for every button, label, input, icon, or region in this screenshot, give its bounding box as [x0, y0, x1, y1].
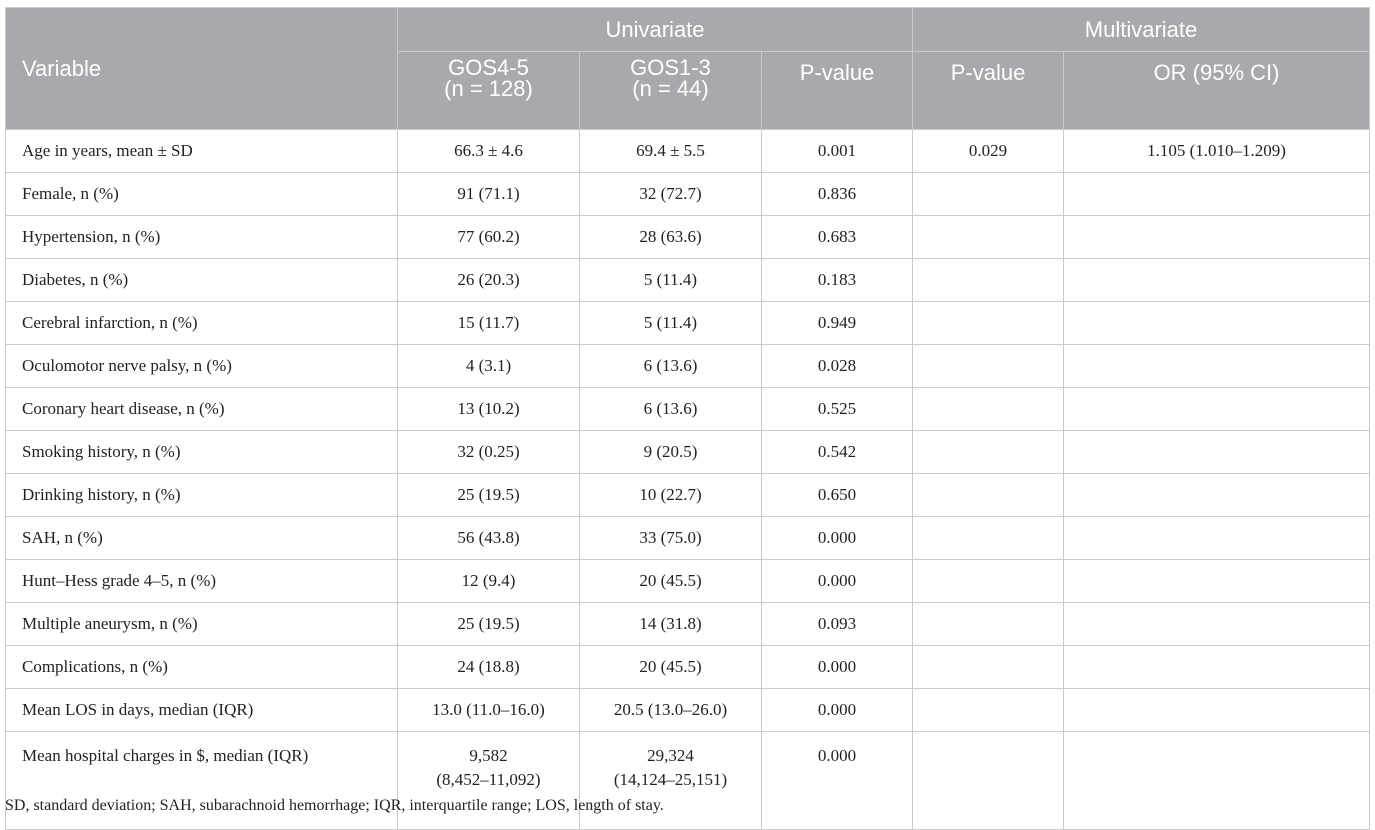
gos45-cell: 13 (10.2) — [398, 388, 580, 431]
multi-p-value-cell — [913, 259, 1064, 302]
header-row-groups — [6, 8, 1370, 52]
multi-p-value-cell — [913, 173, 1064, 216]
table-row — [6, 689, 1370, 732]
gos45-header — [398, 52, 580, 130]
gos45-range: (8,452–11,092) — [436, 770, 541, 789]
row-label: Multiple aneurysm, n (%) — [6, 603, 398, 646]
multi-p-value-cell — [913, 216, 1064, 259]
p-value-cell: 0.000 — [762, 560, 913, 603]
gos45-cell: 91 (71.1) — [398, 173, 580, 216]
row-label: Mean LOS in days, median (IQR) — [6, 689, 398, 732]
gos45-cell: 32 (0.25) — [398, 431, 580, 474]
p-value-cell: 0.836 — [762, 173, 913, 216]
or-ci-cell — [1064, 646, 1370, 689]
row-label: Oculomotor nerve palsy, n (%) — [6, 345, 398, 388]
gos45-cell: 25 (19.5) — [398, 603, 580, 646]
univariate-header: Univariate — [398, 8, 913, 52]
row-label: Diabetes, n (%) — [6, 259, 398, 302]
p-value-cell: 0.001 — [762, 130, 913, 173]
or-ci-cell — [1064, 388, 1370, 431]
table-row — [6, 517, 1370, 560]
gos13-cell: 69.4 ± 5.5 — [580, 130, 762, 173]
multi-p-value-cell — [913, 732, 1064, 830]
gos13-cell: 10 (22.7) — [580, 474, 762, 517]
table-row — [6, 259, 1370, 302]
table-footnote: SD, standard deviation; SAH, subarachnoid hemorrhage; IQR, interquartile range; LOS, length of stay. — [5, 797, 664, 814]
p-value-cell: 0.028 — [762, 345, 913, 388]
multi-p-value-cell — [913, 689, 1064, 732]
row-label: Mean hospital charges in $, median (IQR) — [6, 732, 398, 830]
or-ci-cell — [1064, 689, 1370, 732]
p-value-cell: 0.949 — [762, 302, 913, 345]
row-label: Hypertension, n (%) — [6, 216, 398, 259]
multivariate-header: Multivariate — [913, 8, 1370, 52]
table-row — [6, 474, 1370, 517]
multi-p-value-cell — [913, 474, 1064, 517]
gos13-cell: 20.5 (13.0–26.0) — [580, 689, 762, 732]
table-row — [6, 302, 1370, 345]
or-ci-header: OR (95% CI) — [1064, 52, 1370, 130]
multi-p-value-header: P-value — [913, 52, 1064, 130]
row-label: Complications, n (%) — [6, 646, 398, 689]
gos13-cell: 28 (63.6) — [580, 216, 762, 259]
multi-p-value-cell — [913, 560, 1064, 603]
p-value-cell: 0.683 — [762, 216, 913, 259]
gos13-cell: 20 (45.5) — [580, 646, 762, 689]
or-ci-cell: 1.105 (1.010–1.209) — [1064, 130, 1370, 173]
gos13-cell: 6 (13.6) — [580, 345, 762, 388]
or-ci-cell — [1064, 173, 1370, 216]
gos13-cell: 20 (45.5) — [580, 560, 762, 603]
or-ci-cell — [1064, 517, 1370, 560]
gos13-header-label: GOS1-3 — [630, 55, 711, 80]
or-ci-cell — [1064, 603, 1370, 646]
table-row — [6, 216, 1370, 259]
gos13-cell: 9 (20.5) — [580, 431, 762, 474]
table-row — [6, 560, 1370, 603]
gos13-cell: 33 (75.0) — [580, 517, 762, 560]
or-ci-cell — [1064, 732, 1370, 830]
p-value-cell: 0.000 — [762, 732, 913, 830]
p-value-cell: 0.542 — [762, 431, 913, 474]
gos45-cell: 13.0 (11.0–16.0) — [398, 689, 580, 732]
or-ci-cell — [1064, 216, 1370, 259]
row-label: Female, n (%) — [6, 173, 398, 216]
row-label: Cerebral infarction, n (%) — [6, 302, 398, 345]
multi-p-value-cell — [913, 646, 1064, 689]
gos45-value: 9,582 — [469, 746, 508, 765]
gos45-header-n: (n = 128) — [444, 76, 533, 101]
gos45-cell: 12 (9.4) — [398, 560, 580, 603]
or-ci-cell — [1064, 259, 1370, 302]
multi-p-value-cell — [913, 603, 1064, 646]
gos13-header-n: (n = 44) — [632, 76, 709, 101]
gos13-cell: 5 (11.4) — [580, 302, 762, 345]
gos45-cell: 25 (19.5) — [398, 474, 580, 517]
gos13-cell: 32 (72.7) — [580, 173, 762, 216]
row-label: Smoking history, n (%) — [6, 431, 398, 474]
or-ci-cell — [1064, 302, 1370, 345]
table-row — [6, 431, 1370, 474]
row-label: Age in years, mean ± SD — [6, 130, 398, 173]
table-row — [6, 173, 1370, 216]
variable-header: Variable — [6, 8, 398, 130]
gos45-header-label: GOS4-5 — [448, 55, 529, 80]
or-ci-cell — [1064, 345, 1370, 388]
gos45-cell: 15 (11.7) — [398, 302, 580, 345]
p-value-cell: 0.000 — [762, 689, 913, 732]
or-ci-cell — [1064, 431, 1370, 474]
row-label: Drinking history, n (%) — [6, 474, 398, 517]
table-row — [6, 603, 1370, 646]
gos45-cell: 24 (18.8) — [398, 646, 580, 689]
gos45-cell: 26 (20.3) — [398, 259, 580, 302]
gos13-range: (14,124–25,151) — [613, 770, 728, 789]
gos45-cell: 4 (3.1) — [398, 345, 580, 388]
p-value-cell: 0.650 — [762, 474, 913, 517]
row-label: Coronary heart disease, n (%) — [6, 388, 398, 431]
gos13-cell: 5 (11.4) — [580, 259, 762, 302]
multi-p-value-cell — [913, 517, 1064, 560]
row-label: SAH, n (%) — [6, 517, 398, 560]
p-value-cell: 0.000 — [762, 517, 913, 560]
row-label: Hunt–Hess grade 4–5, n (%) — [6, 560, 398, 603]
p-value-cell: 0.183 — [762, 259, 913, 302]
table-body — [6, 130, 1370, 830]
multi-p-value-cell — [913, 302, 1064, 345]
gos45-cell: 77 (60.2) — [398, 216, 580, 259]
p-value-cell: 0.525 — [762, 388, 913, 431]
or-ci-cell — [1064, 560, 1370, 603]
gos45-cell: 66.3 ± 4.6 — [398, 130, 580, 173]
table-row — [6, 345, 1370, 388]
table-row — [6, 646, 1370, 689]
gos13-value: 29,324 — [647, 746, 694, 765]
multi-p-value-cell — [913, 388, 1064, 431]
gos45-cell: 56 (43.8) — [398, 517, 580, 560]
gos13-header — [580, 52, 762, 130]
or-ci-cell — [1064, 474, 1370, 517]
p-value-header: P-value — [762, 52, 913, 130]
p-value-cell: 0.093 — [762, 603, 913, 646]
multi-p-value-cell — [913, 431, 1064, 474]
gos13-cell: 14 (31.8) — [580, 603, 762, 646]
gos13-cell: 6 (13.6) — [580, 388, 762, 431]
table-header — [6, 8, 1370, 130]
multi-p-value-cell: 0.029 — [913, 130, 1064, 173]
multi-p-value-cell — [913, 345, 1064, 388]
table-row — [6, 388, 1370, 431]
table-row — [6, 130, 1370, 173]
results-table — [5, 7, 1370, 830]
p-value-cell: 0.000 — [762, 646, 913, 689]
